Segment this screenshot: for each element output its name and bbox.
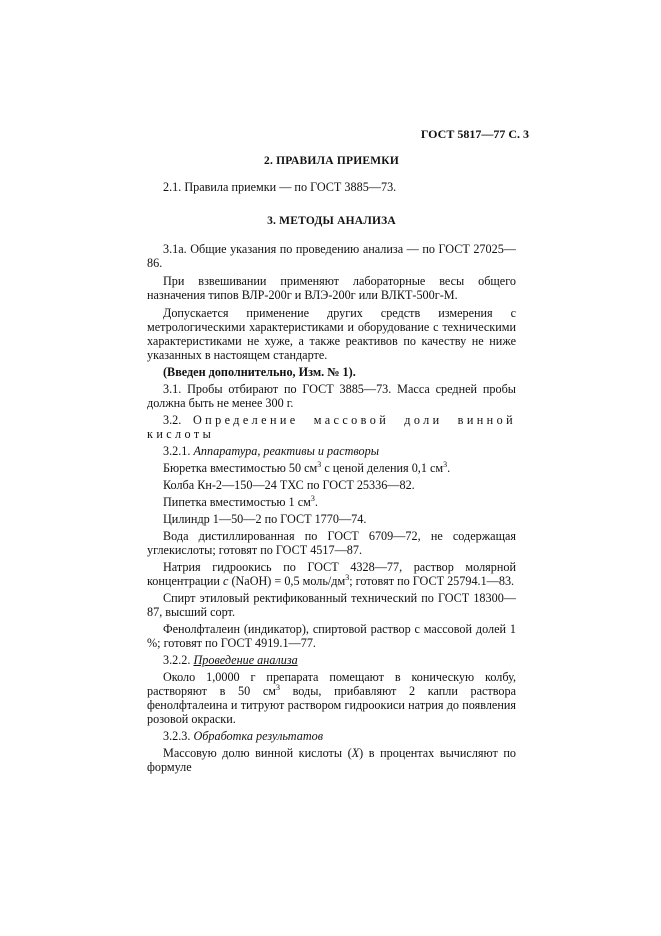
section-2-title: 2. ПРАВИЛА ПРИЕМКИ: [264, 155, 399, 167]
paragraph-allowed: Допускается применение других средств измерения с метрологическими характеристиками и оборудование с техническими характеристиками не хуже, а также реактивов по качеству не ниже указанных в настоящем стандарте.: [147, 306, 516, 362]
item-spirit: Спирт этиловый ректификованный технический по ГОСТ 18300—87, высший сорт.: [147, 591, 516, 619]
clause-title: Аппаратура, реактивы и растворы: [193, 444, 379, 458]
paragraph-3-2-2: [147, 653, 516, 667]
paragraph-analysis: Около 1,0000 г препарата помещают в коническую колбу, растворяют в 50 $см^3$ воды, прибавляют 2 капли раствора фенолфталеина и титруют раствором гидроокиси натрия до появления розовой окраски.: [147, 670, 516, 726]
item-pipette: Пипетка вместимостью 1 $см^3$.: [163, 493, 318, 509]
clause-title: Проведение анализа: [193, 653, 298, 667]
paragraph-3-1: 3.1. Пробы отбирают по ГОСТ 3885—73. Масса средней пробы должна быть не менее 300 г.: [147, 382, 516, 410]
paragraph-introduced: (Введен дополнительно, Изм. № 1).: [163, 365, 356, 379]
clause-title-spaced: Определение массовой доли винной кислоты: [147, 413, 517, 441]
clause-number: 3.2.1.: [163, 444, 191, 458]
item-burette: Бюретка вместимостью 50 $см^3$ с ценой деления 0,1 $см^3$.: [163, 459, 451, 475]
paragraph-2-1: 2.1. Правила приемки — по ГОСТ 3885—73.: [163, 180, 397, 194]
clause-title: Обработка результатов: [193, 729, 324, 743]
section-3-title: 3. МЕТОДЫ АНАЛИЗА: [267, 215, 396, 227]
paragraph-result: Массовую долю винной кислоты (X) в процентах вычисляют по формуле: [147, 746, 516, 774]
paragraph-3-2-1: [147, 444, 516, 458]
clause-number: 3.2.3.: [163, 729, 191, 743]
item-phenolphthalein: Фенолфталеин (индикатор), спиртовой раствор с массовой долей 1 %; готовят по ГОСТ 4919.1—77.: [147, 622, 516, 650]
item-water: Вода дистиллированная по ГОСТ 6709—72, не содержащая углекислоты; готовят по ГОСТ 4517—87.: [147, 529, 516, 557]
paragraph-3-2-3: [147, 729, 516, 743]
item-naoh: Натрия гидроокись по ГОСТ 4328—77, раствор молярной концентрации c (NaOH) = 0,5 моль/$дм^3$; готовят по ГОСТ 25794.1—83.: [147, 560, 516, 588]
page-header: ГОСТ 5817—77 С. 3: [420, 127, 529, 141]
clause-number: 3.2.2.: [163, 653, 191, 667]
document-body: [147, 154, 516, 774]
item-flask: Колба Кн-2—150—24 ТХС по ГОСТ 25336—82.: [163, 478, 415, 492]
paragraph-weighing: При взвешивании применяют лабораторные весы общего назначения типов ВЛР-200г и ВЛЭ-200г или ВЛКТ-500г-М.: [147, 274, 516, 302]
paragraph-3-1a: 3.1а. Общие указания по проведению анализа — по ГОСТ 27025—86.: [147, 242, 516, 270]
clause-number: 3.2.: [163, 413, 182, 427]
item-cylinder: Цилиндр 1—50—2 по ГОСТ 1770—74.: [163, 512, 367, 526]
paragraph-3-2: [147, 413, 516, 441]
